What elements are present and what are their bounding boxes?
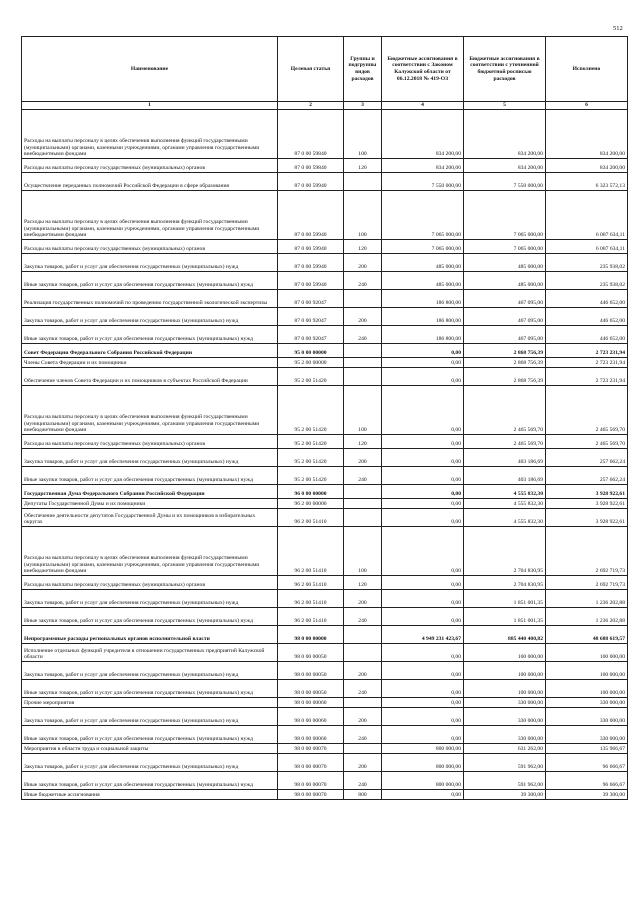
row-target-code-cell: 87 0 00 59940	[278, 240, 344, 254]
row-expense-type-cell	[344, 485, 382, 499]
row-target-code-cell: 98 0 00 00070	[278, 772, 344, 790]
row-expense-type-cell	[344, 644, 382, 662]
row-expense-type-cell: 240	[344, 467, 382, 485]
row-refined-cell: 403 186,69	[464, 449, 546, 467]
row-expense-type-cell: 240	[344, 608, 382, 626]
row-target-code-cell: 96 2 00 51410	[278, 576, 344, 590]
row-executed-cell: 100 000,00	[546, 662, 628, 680]
row-expense-type-cell: 200	[344, 308, 382, 326]
row-target-code-cell: 87 0 00 92047	[278, 308, 344, 326]
row-refined-cell: 100 000,00	[464, 662, 546, 680]
row-allocated-cell: 0,00	[382, 680, 464, 698]
table-row	[22, 368, 628, 386]
row-executed-cell: 235 938,02	[546, 254, 628, 272]
row-expense-type-cell: 100	[344, 386, 382, 435]
row-allocated-cell: 0,00	[382, 698, 464, 708]
row-allocated-cell: 0,00	[382, 499, 464, 509]
table-row	[22, 726, 628, 744]
row-name-cell: Расходы на выплаты персоналу государственных (муниципальных) органов	[22, 159, 278, 173]
table-row	[22, 449, 628, 467]
row-target-code-cell: 95 2 00 00000	[278, 358, 344, 368]
row-executed-cell: 834 200,00	[546, 110, 628, 159]
row-refined-cell: 2 868 756,39	[464, 368, 546, 386]
row-target-code-cell: 95 2 00 51420	[278, 435, 344, 449]
row-allocated-cell: 0,00	[382, 358, 464, 368]
header-group: Группы и подгруппы видов расходов	[344, 37, 382, 102]
row-refined-cell: 7 550 000,00	[464, 173, 546, 191]
row-name-cell: Закупка товаров, работ и услуг для обеспечения государственных (муниципальных) нужд	[22, 590, 278, 608]
row-expense-type-cell: 800	[344, 790, 382, 800]
table-row	[22, 644, 628, 662]
row-executed-cell: 3 928 922,61	[546, 509, 628, 527]
table-row	[22, 590, 628, 608]
row-target-code-cell: 98 0 00 00070	[278, 790, 344, 800]
row-expense-type-cell	[344, 173, 382, 191]
row-name-cell: Обеспечение деятельности депутатов Государственной Думы и их помощников в избирательных округах	[22, 509, 278, 527]
row-target-code-cell: 96 2 00 51410	[278, 590, 344, 608]
table-row	[22, 527, 628, 576]
row-allocated-cell: 186 800,00	[382, 326, 464, 344]
row-refined-cell: 2 704 830,95	[464, 576, 546, 590]
row-target-code-cell: 96 0 00 00000	[278, 485, 344, 499]
row-executed-cell: 446 652,00	[546, 290, 628, 308]
row-executed-cell: 100 000,00	[546, 680, 628, 698]
table-row	[22, 608, 628, 626]
row-refined-cell: 885 440 400,82	[464, 626, 546, 644]
table-row	[22, 110, 628, 159]
row-name-cell: Закупка товаров, работ и услуг для обеспечения государственных (муниципальных) нужд	[22, 308, 278, 326]
column-number: 3	[344, 102, 382, 110]
row-allocated-cell: 0,00	[382, 576, 464, 590]
row-executed-cell: 2 723 231,94	[546, 358, 628, 368]
row-executed-cell: 2 692 719,73	[546, 527, 628, 576]
header-allocated: Бюджетные ассигнования в соответствии с Законом Калужской области от 06.12.2018 № 419-ОЗ	[382, 37, 464, 102]
table-row	[22, 509, 628, 527]
row-executed-cell: 330 000,00	[546, 698, 628, 708]
row-name-cell: Исполнение отдельных функций учредителя в отношении государственных предприятий Калужской области	[22, 644, 278, 662]
row-target-code-cell: 87 0 00 59940	[278, 173, 344, 191]
row-refined-cell: 330 000,00	[464, 708, 546, 726]
row-refined-cell: 4 555 832,30	[464, 499, 546, 509]
table-row	[22, 173, 628, 191]
row-name-cell: Иные закупки товаров, работ и услуг для обеспечения государственных (муниципальных) нужд	[22, 772, 278, 790]
table-row	[22, 467, 628, 485]
column-number: 2	[278, 102, 344, 110]
table-row	[22, 576, 628, 590]
row-target-code-cell: 87 0 00 59940	[278, 254, 344, 272]
row-target-code-cell: 98 0 00 00050	[278, 680, 344, 698]
row-target-code-cell: 98 0 00 00060	[278, 726, 344, 744]
row-executed-cell: 330 000,00	[546, 726, 628, 744]
row-target-code-cell: 95 2 00 51420	[278, 386, 344, 435]
row-allocated-cell: 7 065 000,00	[382, 240, 464, 254]
row-allocated-cell: 0,00	[382, 608, 464, 626]
row-name-cell: Закупка товаров, работ и услуг для обеспечения государственных (муниципальных) нужд	[22, 662, 278, 680]
row-executed-cell: 257 662,24	[546, 449, 628, 467]
row-expense-type-cell	[344, 344, 382, 358]
row-name-cell: Иные закупки товаров, работ и услуг для обеспечения государственных (муниципальных) нужд	[22, 326, 278, 344]
row-refined-cell: 100 000,00	[464, 644, 546, 662]
row-target-code-cell: 96 2 00 51410	[278, 527, 344, 576]
row-refined-cell: 7 065 000,00	[464, 191, 546, 240]
row-name-cell: Иные бюджетные ассигнования	[22, 790, 278, 800]
row-expense-type-cell: 240	[344, 772, 382, 790]
row-allocated-cell: 800 000,00	[382, 754, 464, 772]
table-row	[22, 191, 628, 240]
row-refined-cell: 2 465 569,70	[464, 386, 546, 435]
row-name-cell: Прочие мероприятия	[22, 698, 278, 708]
row-allocated-cell: 4 949 231 423,67	[382, 626, 464, 644]
row-executed-cell: 96 666,67	[546, 772, 628, 790]
row-refined-cell: 330 000,00	[464, 726, 546, 744]
page-number: 512	[613, 25, 623, 32]
row-name-cell: Закупка товаров, работ и услуг для обеспечения государственных (муниципальных) нужд	[22, 754, 278, 772]
row-name-cell: Расходы на выплаты персоналу государственных (муниципальных) органов	[22, 576, 278, 590]
row-refined-cell: 1 851 001,35	[464, 590, 546, 608]
row-expense-type-cell: 200	[344, 590, 382, 608]
row-target-code-cell: 87 0 00 59840	[278, 110, 344, 159]
row-executed-cell: 235 938,02	[546, 272, 628, 290]
row-executed-cell: 2 465 569,70	[546, 435, 628, 449]
row-executed-cell: 6 087 634,11	[546, 191, 628, 240]
table-row	[22, 708, 628, 726]
row-target-code-cell: 98 0 00 00070	[278, 744, 344, 754]
row-executed-cell: 6 323 572,13	[546, 173, 628, 191]
row-executed-cell: 96 666,67	[546, 754, 628, 772]
row-allocated-cell: 0,00	[382, 467, 464, 485]
row-allocated-cell: 800 000,00	[382, 772, 464, 790]
row-executed-cell: 446 652,00	[546, 326, 628, 344]
row-expense-type-cell: 100	[344, 110, 382, 159]
row-name-cell: Расходы на выплаты персоналу государственных (муниципальных) органов	[22, 435, 278, 449]
header-executed: Исполнено	[546, 37, 628, 102]
row-allocated-cell: 0,00	[382, 449, 464, 467]
row-allocated-cell: 186 800,00	[382, 308, 464, 326]
row-target-code-cell: 98 0 00 00000	[278, 626, 344, 644]
row-target-code-cell: 87 0 00 92047	[278, 290, 344, 308]
row-executed-cell: 3 928 922,61	[546, 485, 628, 499]
row-name-cell: Иные закупки товаров, работ и услуг для обеспечения государственных (муниципальных) нужд	[22, 726, 278, 744]
row-allocated-cell: 0,00	[382, 726, 464, 744]
row-allocated-cell: 834 200,00	[382, 159, 464, 173]
row-expense-type-cell: 100	[344, 527, 382, 576]
row-expense-type-cell	[344, 499, 382, 509]
row-name-cell: Члены Совета Федерации и их помощники	[22, 358, 278, 368]
row-allocated-cell: 485 000,00	[382, 254, 464, 272]
row-expense-type-cell: 120	[344, 435, 382, 449]
row-refined-cell: 100 000,00	[464, 680, 546, 698]
column-number: 5	[464, 102, 546, 110]
row-expense-type-cell: 240	[344, 326, 382, 344]
header-name: Наименование	[22, 37, 278, 102]
table-row	[22, 386, 628, 435]
table-row	[22, 485, 628, 499]
row-allocated-cell: 0,00	[382, 708, 464, 726]
row-name-cell: Государственная Дума Федерального Собрания Российской Федерации	[22, 485, 278, 499]
row-expense-type-cell	[344, 626, 382, 644]
row-name-cell: Иные закупки товаров, работ и услуг для обеспечения государственных (муниципальных) нужд	[22, 608, 278, 626]
row-executed-cell: 100 000,00	[546, 644, 628, 662]
table-row	[22, 754, 628, 772]
row-allocated-cell: 186 800,00	[382, 290, 464, 308]
row-name-cell: Мероприятия в области труда и социальной защиты	[22, 744, 278, 754]
row-expense-type-cell: 120	[344, 576, 382, 590]
row-allocated-cell: 800 000,00	[382, 744, 464, 754]
row-refined-cell: 403 186,69	[464, 467, 546, 485]
row-executed-cell: 257 662,24	[546, 467, 628, 485]
row-name-cell: Обеспечение членов Совета Федерации и их помощников в субъектах Российской Федерации	[22, 368, 278, 386]
row-expense-type-cell: 200	[344, 708, 382, 726]
row-executed-cell: 39 300,00	[546, 790, 628, 800]
table-row	[22, 680, 628, 698]
row-expense-type-cell: 100	[344, 191, 382, 240]
row-name-cell: Реализация государственных полномочий по проведению государственной экологической экспертизы	[22, 290, 278, 308]
row-name-cell: Закупка товаров, работ и услуг для обеспечения государственных (муниципальных) нужд	[22, 708, 278, 726]
row-expense-type-cell	[344, 744, 382, 754]
row-allocated-cell: 0,00	[382, 790, 464, 800]
row-executed-cell: 2 692 719,73	[546, 576, 628, 590]
row-expense-type-cell	[344, 698, 382, 708]
row-executed-cell: 1 236 202,88	[546, 608, 628, 626]
row-allocated-cell: 485 000,00	[382, 272, 464, 290]
row-allocated-cell: 0,00	[382, 590, 464, 608]
row-name-cell: Закупка товаров, работ и услуг для обеспечения государственных (муниципальных) нужд	[22, 449, 278, 467]
row-allocated-cell: 0,00	[382, 644, 464, 662]
row-expense-type-cell	[344, 290, 382, 308]
row-refined-cell: 2 868 756,39	[464, 344, 546, 358]
row-refined-cell: 2 465 569,70	[464, 435, 546, 449]
row-allocated-cell: 834 200,00	[382, 110, 464, 159]
row-target-code-cell: 95 2 00 51420	[278, 449, 344, 467]
row-executed-cell: 6 087 634,11	[546, 240, 628, 254]
row-target-code-cell: 98 0 00 00050	[278, 644, 344, 662]
row-allocated-cell: 0,00	[382, 368, 464, 386]
row-target-code-cell: 95 2 00 51420	[278, 368, 344, 386]
row-target-code-cell: 96 2 00 51410	[278, 509, 344, 527]
table-row	[22, 662, 628, 680]
row-name-cell: Расходы на выплаты персоналу в целях обеспечения выполнения функций государственными (муниципальными) органами, казенными учреждениями, органами управления государственными внебюджетными фондами	[22, 110, 278, 159]
table-row	[22, 344, 628, 358]
row-allocated-cell: 0,00	[382, 386, 464, 435]
row-refined-cell: 1 851 001,35	[464, 608, 546, 626]
table-row	[22, 308, 628, 326]
table-row	[22, 435, 628, 449]
row-allocated-cell: 0,00	[382, 662, 464, 680]
budget-table	[21, 36, 628, 800]
row-name-cell: Совет Федерации Федерального Собрания Российской Федерации	[22, 344, 278, 358]
row-refined-cell: 7 065 000,00	[464, 240, 546, 254]
header-target: Целевая статья	[278, 37, 344, 102]
row-executed-cell: 834 200,00	[546, 159, 628, 173]
row-name-cell: Расходы на выплаты персоналу в целях обеспечения выполнения функций государственными (муниципальными) органами, казенными учреждениями, органами управления государственными внебюджетными фондами	[22, 386, 278, 435]
row-executed-cell: 2 723 231,94	[546, 368, 628, 386]
row-refined-cell: 834 200,00	[464, 110, 546, 159]
row-target-code-cell: 96 2 00 51410	[278, 608, 344, 626]
row-refined-cell: 4 555 832,30	[464, 509, 546, 527]
row-name-cell: Иные закупки товаров, работ и услуг для обеспечения государственных (муниципальных) нужд	[22, 272, 278, 290]
row-target-code-cell: 98 0 00 00060	[278, 708, 344, 726]
table-row	[22, 159, 628, 173]
row-refined-cell: 4 555 832,30	[464, 485, 546, 499]
row-target-code-cell: 96 2 00 00000	[278, 499, 344, 509]
row-refined-cell: 2 868 756,39	[464, 358, 546, 368]
row-name-cell: Расходы на выплаты персоналу государственных (муниципальных) органов	[22, 240, 278, 254]
row-name-cell: Расходы на выплаты персоналу в целях обеспечения выполнения функций государственными (муниципальными) органами, казенными учреждениями, органами управления государственными внебюджетными фондами	[22, 527, 278, 576]
row-refined-cell: 467 095,00	[464, 326, 546, 344]
row-name-cell: Непрограммные расходы региональных органов исполнительной власти	[22, 626, 278, 644]
row-allocated-cell: 0,00	[382, 527, 464, 576]
row-target-code-cell: 98 0 00 00050	[278, 662, 344, 680]
row-target-code-cell: 87 0 00 59840	[278, 159, 344, 173]
row-expense-type-cell	[344, 358, 382, 368]
row-name-cell: Иные закупки товаров, работ и услуг для обеспечения государственных (муниципальных) нужд	[22, 467, 278, 485]
row-expense-type-cell: 200	[344, 662, 382, 680]
row-refined-cell: 485 000,00	[464, 272, 546, 290]
row-target-code-cell: 98 0 00 00060	[278, 698, 344, 708]
row-target-code-cell: 87 0 00 59940	[278, 191, 344, 240]
row-expense-type-cell	[344, 509, 382, 527]
row-refined-cell: 467 095,00	[464, 290, 546, 308]
row-expense-type-cell	[344, 368, 382, 386]
header-row	[22, 37, 628, 102]
row-refined-cell: 2 704 830,95	[464, 527, 546, 576]
table-row	[22, 626, 628, 644]
column-number: 6	[546, 102, 628, 110]
row-expense-type-cell: 120	[344, 240, 382, 254]
column-number: 1	[22, 102, 278, 110]
row-expense-type-cell: 240	[344, 272, 382, 290]
row-name-cell: Расходы на выплаты персоналу в целях обеспечения выполнения функций государственными (муниципальными) органами, казенными учреждениями, органами управления государственными внебюджетными фондами	[22, 191, 278, 240]
row-refined-cell: 39 300,00	[464, 790, 546, 800]
row-allocated-cell: 7 550 000,00	[382, 173, 464, 191]
row-target-code-cell: 87 0 00 92047	[278, 326, 344, 344]
table-row	[22, 698, 628, 708]
row-refined-cell: 631 262,00	[464, 744, 546, 754]
row-executed-cell: 48 688 619,57	[546, 626, 628, 644]
table-row	[22, 358, 628, 368]
row-allocated-cell: 0,00	[382, 509, 464, 527]
row-executed-cell: 330 000,00	[546, 708, 628, 726]
table-row	[22, 499, 628, 509]
row-refined-cell: 485 000,00	[464, 254, 546, 272]
row-allocated-cell: 7 065 000,00	[382, 191, 464, 240]
row-expense-type-cell: 200	[344, 754, 382, 772]
row-target-code-cell: 95 2 00 51420	[278, 467, 344, 485]
row-refined-cell: 467 095,00	[464, 308, 546, 326]
row-refined-cell: 591 962,00	[464, 754, 546, 772]
table-row	[22, 254, 628, 272]
row-name-cell: Иные закупки товаров, работ и услуг для обеспечения государственных (муниципальных) нужд	[22, 680, 278, 698]
row-name-cell: Осуществление переданных полномочий Российской Федерации в сфере образования	[22, 173, 278, 191]
row-allocated-cell: 0,00	[382, 485, 464, 499]
table-row	[22, 772, 628, 790]
row-target-code-cell: 98 0 00 00070	[278, 754, 344, 772]
row-refined-cell: 834 200,00	[464, 159, 546, 173]
row-allocated-cell: 0,00	[382, 435, 464, 449]
table-row	[22, 326, 628, 344]
row-executed-cell: 2 723 231,94	[546, 344, 628, 358]
header-refined: Бюджетные ассигнования в соответствии с уточненной бюджетной росписью расходов	[464, 37, 546, 102]
table-row	[22, 272, 628, 290]
row-refined-cell: 591 962,00	[464, 772, 546, 790]
row-executed-cell: 446 652,00	[546, 308, 628, 326]
row-expense-type-cell: 120	[344, 159, 382, 173]
row-refined-cell: 330 000,00	[464, 698, 546, 708]
column-number: 4	[382, 102, 464, 110]
row-allocated-cell: 0,00	[382, 344, 464, 358]
row-expense-type-cell: 200	[344, 449, 382, 467]
table-row	[22, 240, 628, 254]
row-expense-type-cell: 240	[344, 680, 382, 698]
row-executed-cell: 135 966,67	[546, 744, 628, 754]
row-name-cell: Закупка товаров, работ и услуг для обеспечения государственных (муниципальных) нужд	[22, 254, 278, 272]
row-name-cell: Депутаты Государственной Думы и их помощники	[22, 499, 278, 509]
row-target-code-cell: 95 0 00 00000	[278, 344, 344, 358]
row-executed-cell: 2 465 569,70	[546, 386, 628, 435]
row-executed-cell: 3 928 922,61	[546, 499, 628, 509]
table-row	[22, 290, 628, 308]
row-expense-type-cell: 200	[344, 254, 382, 272]
table-row	[22, 744, 628, 754]
row-executed-cell: 1 236 202,88	[546, 590, 628, 608]
column-number-row	[22, 102, 628, 110]
row-target-code-cell: 87 0 00 59940	[278, 272, 344, 290]
row-expense-type-cell: 240	[344, 726, 382, 744]
table-row	[22, 790, 628, 800]
